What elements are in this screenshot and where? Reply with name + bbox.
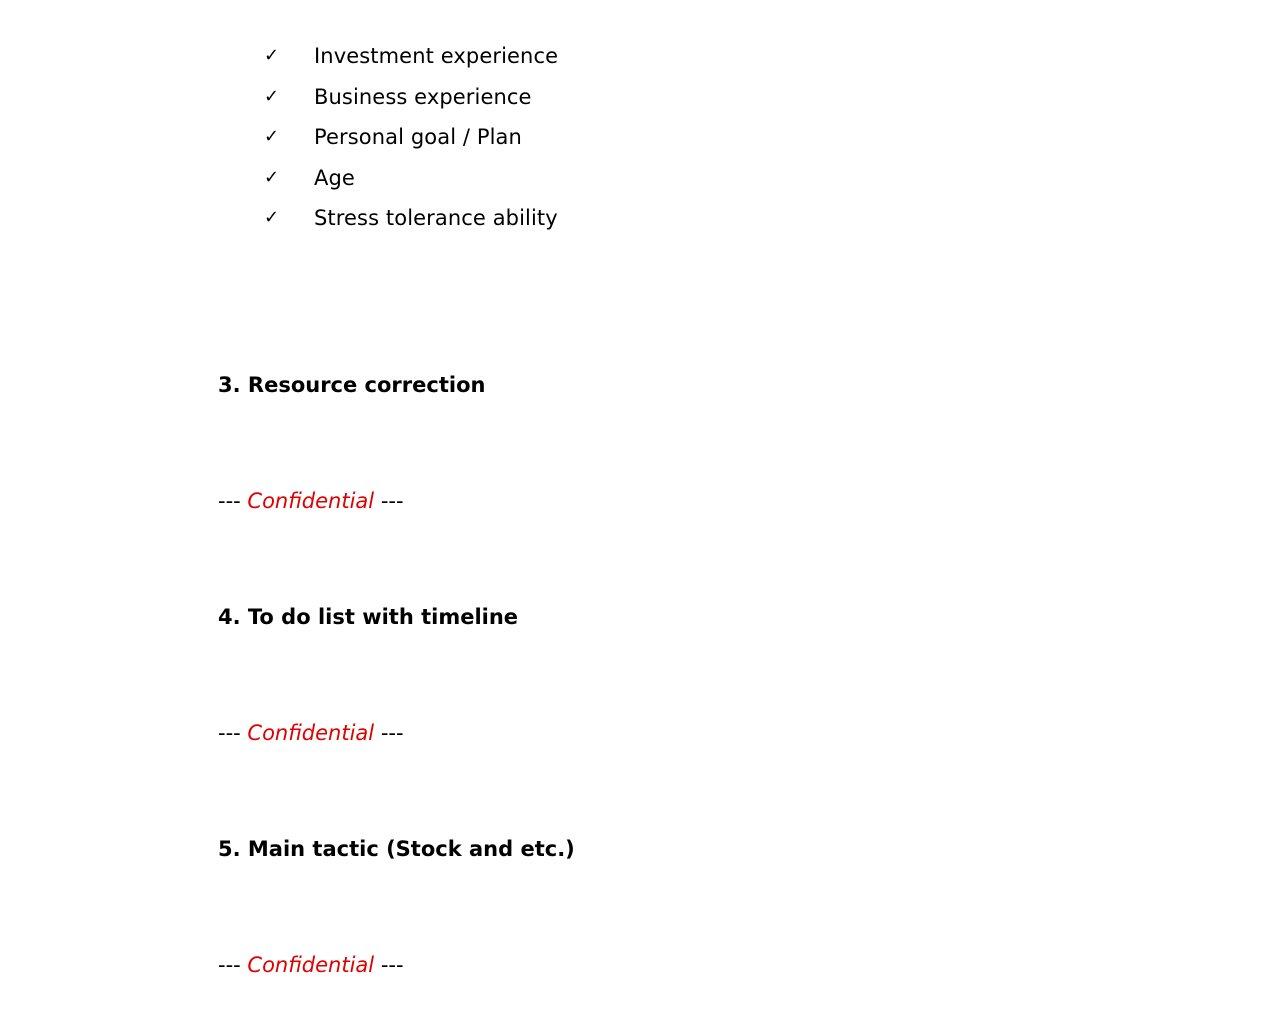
confidential-notice bbox=[218, 491, 404, 512]
dash-left: --- bbox=[218, 721, 248, 745]
checklist-item-label: Age bbox=[314, 165, 355, 190]
confidential-label: Confidential bbox=[247, 953, 375, 977]
confidential-notice bbox=[218, 723, 404, 744]
dash-right: --- bbox=[374, 953, 404, 977]
section-heading-todo-list: 4. To do list with timeline bbox=[218, 605, 519, 629]
checklist-item bbox=[264, 36, 558, 77]
checkmark-icon: ✓ bbox=[264, 166, 280, 188]
checkmark-icon: ✓ bbox=[264, 45, 280, 67]
checkmark-icon: ✓ bbox=[264, 207, 280, 229]
dash-left: --- bbox=[218, 953, 248, 977]
checklist-item bbox=[264, 198, 558, 239]
checklist-item bbox=[264, 158, 558, 199]
confidential-label: Confidential bbox=[247, 489, 375, 513]
requirements-checklist bbox=[264, 36, 558, 239]
checklist-item-label: Investment experience bbox=[314, 44, 559, 69]
checklist-item bbox=[264, 117, 558, 158]
checkmark-icon: ✓ bbox=[264, 126, 280, 148]
checkmark-icon: ✓ bbox=[264, 85, 280, 107]
checklist-item bbox=[264, 77, 558, 118]
dash-right: --- bbox=[374, 721, 404, 745]
checklist-item-label: Business experience bbox=[314, 84, 532, 109]
dash-right: --- bbox=[374, 489, 404, 513]
confidential-notice bbox=[218, 955, 404, 976]
section-heading-main-tactic: 5. Main tactic (Stock and etc.) bbox=[218, 837, 575, 861]
section-heading-resource-correction: 3. Resource correction bbox=[218, 373, 486, 397]
confidential-label: Confidential bbox=[247, 721, 375, 745]
checklist-item-label: Stress tolerance ability bbox=[314, 206, 558, 231]
checklist-item-label: Personal goal / Plan bbox=[314, 125, 522, 150]
dash-left: --- bbox=[218, 489, 248, 513]
